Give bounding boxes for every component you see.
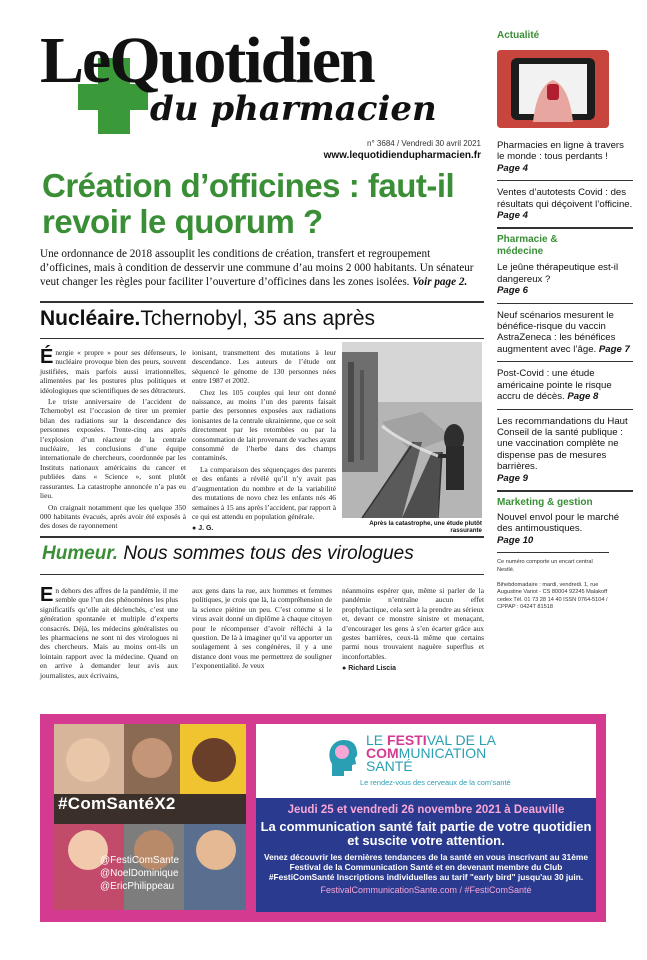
paragraph: aux gens dans la rue, aux hommes et femmes politiques, je crois que là, la compréhension de la science piétine un peu. C’est comme si le virus avait donné un diplôme à chaque citoyen pour le récompenser d’avoir réfléchi à la question. De là à imaginer qu’il va apporter un soulagement à ses congénères, il y a une distance dont vous me permettrez de souligner l’exponentialité. Je veux — [192, 586, 332, 671]
sidebar-item[interactable] — [497, 509, 633, 552]
ad-social-handles — [100, 854, 179, 893]
paragraph: ionisant, transmettent des mutations à leur descendance. Les auteurs de l’étude ont séquencé le génome de 130 personnes nées entre 1987 et 2002. — [192, 348, 336, 386]
page-ref: Page 4 — [497, 162, 528, 174]
sidebar-item-text: Les recommandations du Haut Conseil de la santé publique : une vaccination complète ne dispense pas de mesures barrières. — [497, 415, 628, 473]
sidebar-item-text: Nouvel envol pour le marché des antimoustiques. — [497, 511, 620, 535]
sidebar-item-text: Le jeûne thérapeutique est-il dangereux ? — [497, 262, 619, 285]
humeur-title[interactable] — [42, 542, 414, 566]
website-link[interactable]: www.lequotidiendupharmacien.fr — [323, 150, 481, 161]
page-ref: Page 6 — [497, 285, 528, 297]
festival-ad-banner[interactable] — [40, 714, 606, 922]
lede-text: Une ordonnance de 2018 assouplit les conditions de création, transfert et regroupement d’officines, mais à condition de desservir une commune d’au moins 2 000 habitants. Un sénateur veut changer les règles pour faciliter l’ouverture d’officines dans les zones isolées. — [40, 248, 474, 288]
festival-link[interactable]: FestivalCommunicationSante.com / #FestiComSanté — [320, 885, 532, 895]
logo-title: LeQuotidien — [40, 24, 374, 97]
page-ref: Page 10 — [497, 534, 534, 546]
signature: ● J. G. — [192, 525, 214, 533]
pharma-section — [497, 227, 633, 490]
paragraph: On craignait notamment que les quelque 350 000 habitants évacués, après avoir été exposés à des doses de rayonnement — [40, 502, 186, 531]
humeur-column-2 — [192, 586, 332, 673]
marketing-section — [497, 490, 633, 552]
signature: ● Richard Liscia — [342, 665, 397, 673]
dropcap: E — [40, 584, 54, 606]
sidebar-item[interactable] — [497, 409, 633, 490]
festival-logo-area — [256, 724, 596, 798]
insert-note: Ce numéro comporte un encart central Nestlé. — [497, 552, 609, 574]
humeur-kicker: Humeur. — [42, 543, 119, 564]
festival-dates: Jeudi 25 et vendredi 26 novembre 2021 à Deauville — [287, 804, 565, 816]
paragraph: Le triste anniversaire de l’accident de Tchernobyl est l’occasion de tirer un premier bilan des radiations sur la descendance des personnes exposées. Trente-cinq ans après l’explosion d’un réacteur de la centrale nucléaire, les conclusions d’une équipe internationale de chercheurs, coordonnée par les Instituts nationaux américains du cancer et publiées dans « Science », sont plutôt rassurantes. La catastrophe annoncée n’a pas eu lieu. — [40, 397, 186, 501]
festival-details — [256, 798, 596, 912]
sidebar-item[interactable] — [497, 258, 633, 302]
section-divider — [40, 574, 484, 575]
brain-head-icon — [326, 738, 360, 778]
section-divider — [40, 338, 484, 339]
paragraph: n dehors des affres de la pandémie, il me semble que l’un des phénomènes les plus significatifs qu’elle ait déclenchés, c’est une génération spontanée et multiple d’experts consacrés. Déjà, les médecins généralistes ou les pharmaciens ne sont ni des virologues ni des chercheurs. Mais au moins ont-ils un lointain rapport avec la médecine. Quand on en arrive à demander leur avis aux journalistes, aux écrivains, — [40, 586, 178, 680]
lead-headline[interactable]: Création d’officines : faut-il revoir le quorum ? — [42, 167, 455, 240]
sidebar-item-text: Post-Covid : une étude américaine pointe le risque accru de décès. — [497, 368, 612, 403]
sidebar-item-text: Neuf scénarios mesurent le bénéfice-risque du vaccin AstraZeneca : les bénéfices augmentent avec l’âge. — [497, 309, 616, 355]
photo-caption: Après la catastrophe, une étude plutôt rassurante — [369, 520, 482, 534]
social-handle[interactable]: @FestiComSante — [100, 855, 180, 866]
sidebar-item[interactable] — [497, 303, 633, 362]
page-ref: Page 9 — [497, 472, 528, 484]
lead-lede — [40, 247, 484, 289]
logo-subtitle: du pharmacien — [150, 89, 437, 129]
page-ref: Page 8 — [567, 391, 599, 403]
nucleaire-kicker: Nucléaire. — [40, 307, 141, 330]
chernobyl-photo — [342, 342, 482, 518]
paragraph: néanmoins espérer que, même si parler de la pandémie n’entraîne aucun effet prophylactique, cela sert à la prendre au sérieux et, devant ce monstre sinistre et menaçant, d’encourager les gens à s’en écarter grâce aux gestes barrières, ceux-là même que certains parmi nous trouvaient naguère superflus et inconfortables. — [342, 586, 484, 661]
dropcap: É — [40, 346, 54, 368]
nucleaire-column-2 — [192, 348, 336, 536]
festival-body: Venez découvrir les dernières tendances de la santé en vous inscrivant au 31ème Festival de la Communication Santé et en devenant membre du Club #FestiComSanté Inscriptions individuelles au tarif "early bird" jusqu'au 30 juin. — [264, 852, 588, 882]
sidebar-item-text: Pharmacies en ligne à travers le monde : tous perdants ! — [497, 140, 624, 163]
issue-date: n° 3684 / Vendredi 30 avril 2021 — [367, 139, 481, 148]
nucleaire-title-text: Tchernobyl, 35 ans après — [140, 307, 376, 330]
section-divider — [40, 301, 484, 303]
page-ref: Page 7 — [598, 343, 630, 355]
festival-name: LE FESTIVAL DE LA COMMUNICATION SANTÉ — [366, 732, 496, 774]
social-handle[interactable]: @EricPhilippeau — [100, 881, 175, 892]
page-ref: Page 4 — [497, 210, 528, 222]
masthead — [40, 26, 480, 136]
actualite-list — [497, 134, 633, 227]
humeur-column-3 — [342, 586, 484, 676]
festival-tagline: Le rendez-vous des cerveaux de la com’santé — [360, 778, 511, 787]
humeur-column-1 — [40, 586, 178, 682]
sidebar-item[interactable] — [497, 134, 633, 180]
paragraph: La comparaison des séquençages des parents et des enfants a révélé qu’il n’y avait pas d’augmentation du nombre et de la variabilité des mutations de novo chez les enfants nés 46 semaines à 15 ans après l’accident, par rapport à ce qui est attendu en population générale. — [192, 464, 336, 521]
section-heading-pharma: Pharmacie & médecine — [497, 234, 558, 258]
section-heading-marketing: Marketing & gestion — [497, 496, 593, 508]
sidebar — [497, 30, 633, 612]
ad-hashtag: #ComSantéX2 — [58, 794, 176, 813]
festival-headline: La communication santé fait partie de votre quotidien et suscite votre attention. — [260, 819, 592, 848]
sidebar-item[interactable] — [497, 180, 633, 227]
pharmacy-phone-image — [497, 50, 609, 128]
section-divider — [40, 536, 484, 538]
sidebar-item-text: Ventes d’autotests Covid : des résultats qui déçoivent l’officine. — [497, 187, 633, 210]
publisher-info: Bihebdomadaire : mardi, vendredi. 1, rue Augustine Variot - CS 80004 92245 Malakoff cedex Tél. 01 73 28 14 40 ISSN 0764-5104 / CPPAP : 0424T 81518 — [497, 581, 608, 611]
festival-panel — [256, 724, 596, 912]
nucleaire-column-1 — [40, 348, 186, 533]
sidebar-item[interactable] — [497, 361, 633, 408]
social-handle[interactable]: @NoelDominique — [100, 868, 179, 879]
humeur-title-text: Nous sommes tous des virologues — [123, 543, 414, 564]
lede-page-link[interactable]: Voir page 2. — [412, 276, 468, 288]
nucleaire-title[interactable] — [40, 306, 375, 332]
paragraph: nergie « propre » pour ses défenseurs, le nucléaire provoque bien des peurs, souvent justifiées, mais parfois aussi irrationnelles, alimentées par les postures plus politiques et idéologiques que scientifiques de ses détracteurs. — [40, 348, 186, 395]
paragraph: Chez les 105 couples qui leur ont donné naissance, au moins l’un des parents faisait partie des personnes exposées aux radiations ionisantes de la centrale ukrainienne, que ce soit directement par les retombées ou par la consommation de lait provenant de vaches ayant consommé de l’herbe dans des champs contaminés. — [192, 387, 336, 463]
section-heading-actualite: Actualité — [497, 30, 540, 41]
